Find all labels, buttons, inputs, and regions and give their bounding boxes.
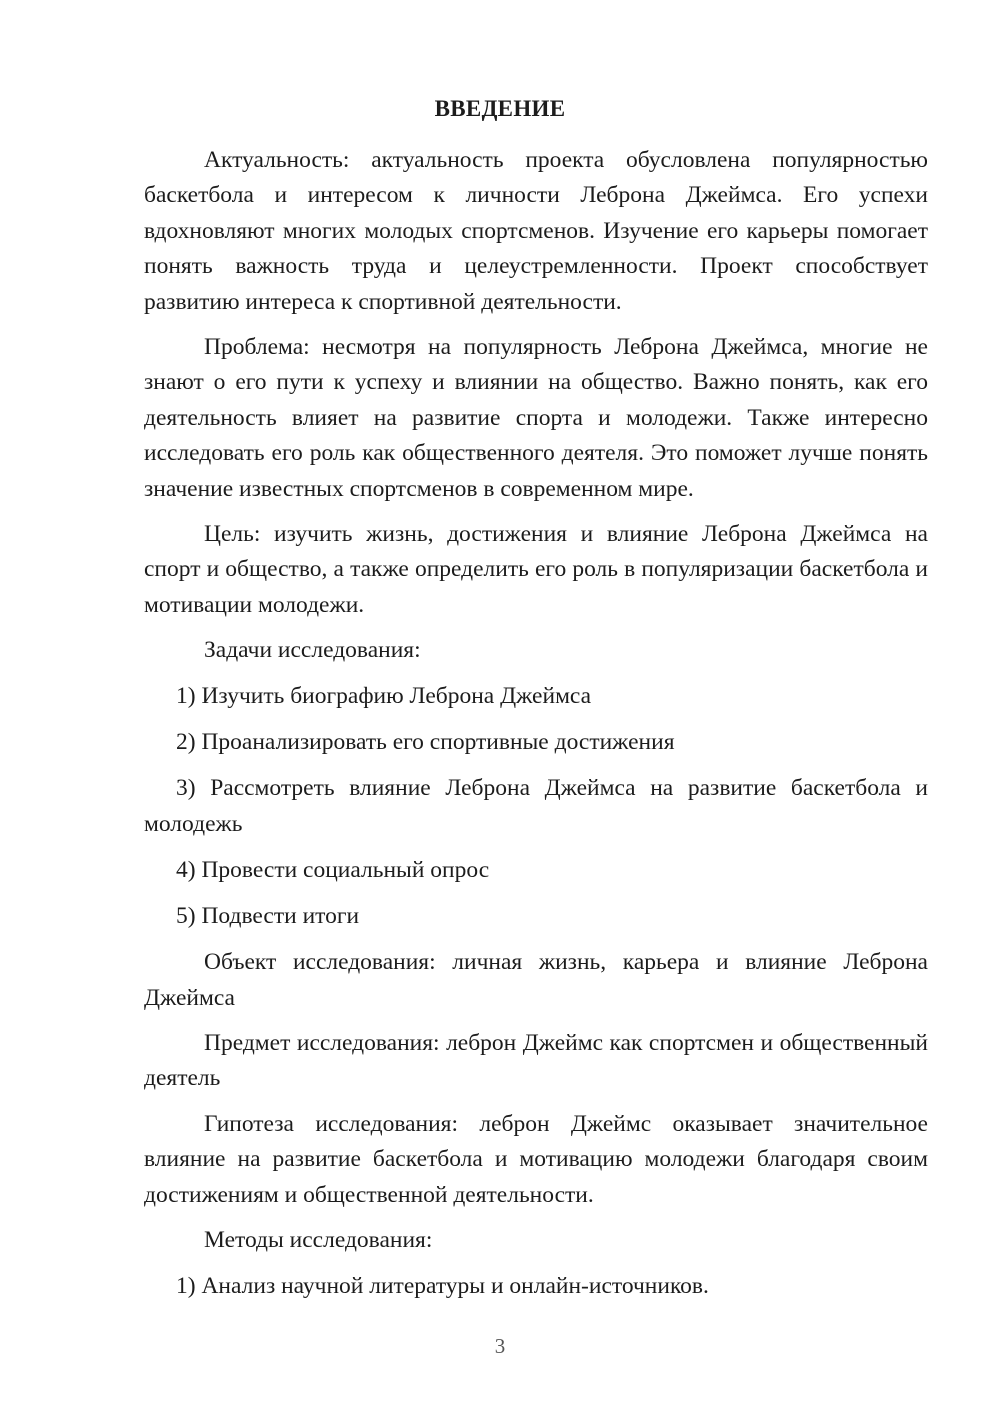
task-item: 1) Изучить биографию Леброна Джеймса xyxy=(176,683,592,710)
subject-paragraph: Предмет исследования: леброн Джеймс как спортсмен и общественный деятель xyxy=(144,1029,928,1092)
task-item: 5) Подвести итоги xyxy=(176,903,360,930)
task-item: 2) Проанализировать его спортивные достижения xyxy=(176,729,675,756)
relevance-paragraph: Актуальность: актуальность проекта обусловлена популярностью баскетбола и интересом к личности Леброна Джеймса. Его успехи вдохновляют многих молодых спортсменов. Изучение его карьеры помогает понять важность труда и целеустремленности. Проект способствует развитию интереса к спортивной деятельности. xyxy=(144,147,928,315)
page-number: 3 xyxy=(494,1334,506,1358)
methods-heading: Методы исследования: xyxy=(204,1226,433,1253)
task-item: 4) Провести социальный опрос xyxy=(176,857,490,884)
task-item: 3) Рассмотреть влияние Леброна Джеймса на развитие баскетбола и молодежь xyxy=(144,775,928,837)
method-item: 1) Анализ научной литературы и онлайн-источников. xyxy=(176,1272,709,1299)
body-text xyxy=(144,143,928,1315)
problem-paragraph: Проблема: несмотря на популярность Леброна Джеймса, многие не знают о его пути к успеху и влиянии на общество. Важно понять, как его деятельность влияет на развитие спорта и молодежи. Также интересно исследовать его роль как общественного деятеля. Это поможет лучше понять значение известных спортсменов в современном мире. xyxy=(144,334,928,502)
section-heading: ВВЕДЕНИЕ xyxy=(434,96,566,121)
tasks-heading: Задачи исследования: xyxy=(204,637,421,664)
hypothesis-paragraph: Гипотеза исследования: леброн Джеймс оказывает значительное влияние на развитие баскетбола и мотивацию молодежи благодаря своим достижениям и общественной деятельности. xyxy=(144,1110,928,1208)
goal-paragraph: Цель: изучить жизнь, достижения и влияние Леброна Джеймса на спорт и общество, а также определить его роль в популяризации баскетбола и мотивации молодежи. xyxy=(144,521,928,618)
object-paragraph: Объект исследования: личная жизнь, карьера и влияние Леброна Джеймса xyxy=(144,949,928,1011)
